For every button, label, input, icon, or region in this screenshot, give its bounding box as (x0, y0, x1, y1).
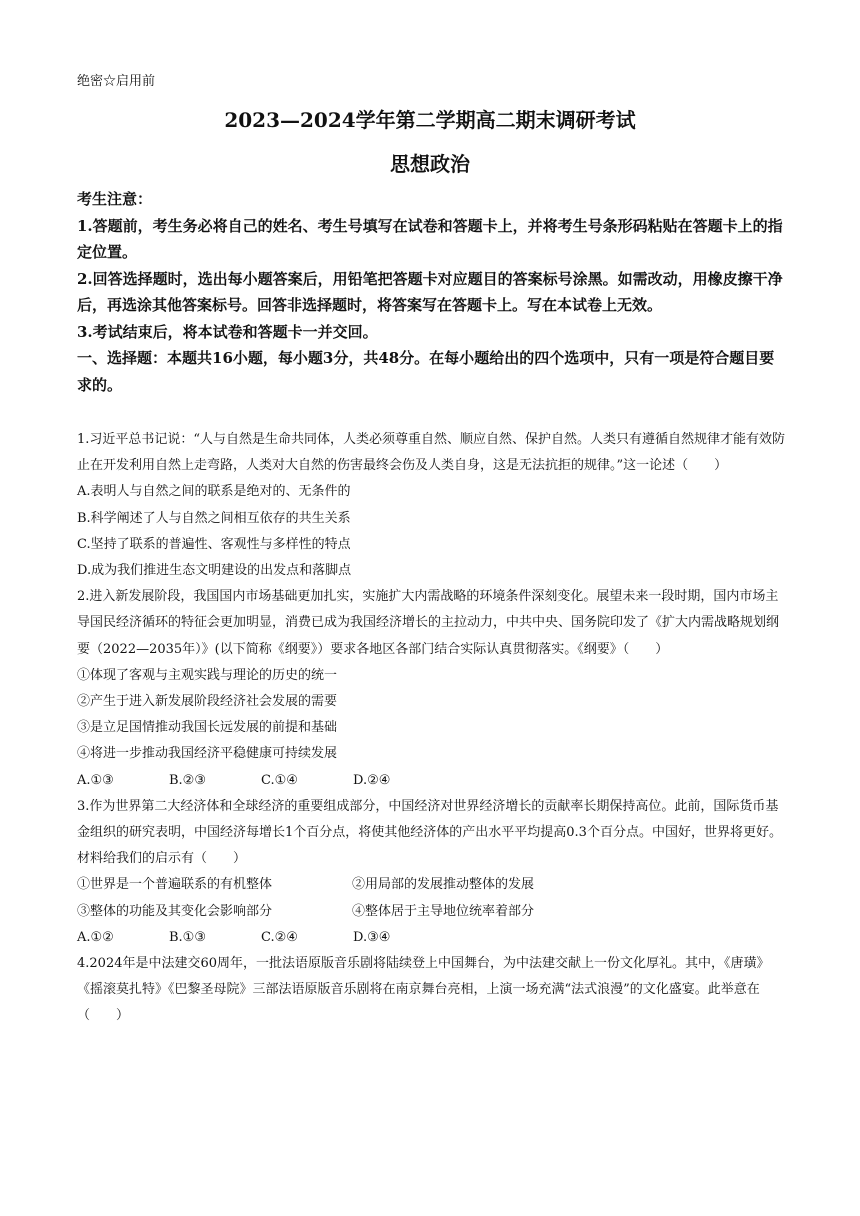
q3-statement-4: ④整体居于主导地位统率着部分 (352, 903, 535, 919)
q2-option-c: C.①④ (261, 772, 298, 788)
notice-heading: 考生注意： (77, 190, 153, 208)
q4-stem: 4.2024年是中法建交60周年，一批法语原版音乐剧将陆续登上中国舞台，为中法建交献上一份文化厚礼。其中，《唐璜》《摇滚莫扎特》《巴黎圣母院》三部法语原版音乐剧将在南京舞台亮相，上演一场充满“法式浪漫”的文化盛宴。此举意在（ ） (77, 956, 770, 1024)
q3-option-d: D.③④ (353, 929, 391, 945)
q1-option-c: C.坚持了联系的普遍性、客观性与多样性的特点 (77, 536, 351, 552)
q2-stem: 2.进入新发展阶段，我国国内市场基础更加扎实，实施扩大内需战略的环境条件深刻变化。展望未来一段时期，国内市场主导国民经济循环的特征会更加明显，消费已成为我国经济增长的主拉动力，中共中央、国务院印发了《扩大内需战略规划纲要（2022—2035年）》(以下简称《纲要》）要求各地区各部门结合实际认真贯彻落实。《纲要》（ ） (77, 589, 780, 657)
q2-statement-4: ④将进一步推动我国经济平稳健康可持续发展 (77, 746, 338, 762)
secret-label: 绝密☆启用前 (77, 74, 156, 89)
q1-option-d: D.成为我们推进生态文明建设的出发点和落脚点 (77, 563, 352, 579)
q2-option-d: D.②④ (353, 772, 391, 788)
q3-statement-3: ③整体的功能及其变化会影响部分 (77, 903, 273, 919)
exam-title: 2023—2024学年第二学期高二期末调研考试 (224, 108, 636, 132)
q3-option-b: B.①③ (169, 929, 206, 945)
q3-statements-row-2 (77, 899, 787, 925)
notice-item-1: 1.答题前，考生务必将自己的姓名、考生号填写在试卷和答题卡上，并将考生号条形码粘贴在答题卡上的指定位置。 (77, 216, 783, 261)
section-heading: 一、选择题：本题共16小题，每小题3分，共48分。在每小题给出的四个选项中，只有一项是符合题目要求的。 (77, 349, 775, 394)
q2-statement-3: ③是立足国情推动我国长远发展的前提和基础 (77, 720, 338, 736)
questions (77, 427, 787, 1030)
q3-stem: 3.作为世界第二大经济体和全球经济的重要组成部分，中国经济对世界经济增长的贡献率长期保持高位。此前，国际货币基金组织的研究表明，中国经济每增长1个百分点，将使其他经济体的产出水平平均提高0.3个百分点。中国好，世界将更好。材料给我们的启示有（ ） (77, 798, 782, 867)
q3-statement-2: ②用局部的发展推动整体的发展 (352, 877, 535, 893)
q2-statement-2: ②产生于进入新发展阶段经济社会发展的需要 (77, 694, 338, 710)
q3-option-c: C.②④ (261, 929, 298, 945)
q3-statement-1: ①世界是一个普遍联系的有机整体 (77, 877, 273, 893)
notice-item-2: 2.回答选择题时，选出每小题答案后，用铅笔把答题卡对应题目的答案标号涂黑。如需改动，用橡皮擦干净后，再选涂其他答案标号。回答非选择题时，将答案写在答题卡上。写在本试卷上无效。 (77, 269, 783, 314)
candidate-notice (77, 186, 787, 398)
q1-option-b: B.科学阐述了人与自然之间相互依存的共生关系 (77, 510, 351, 526)
q3-statements-row-1 (77, 872, 787, 898)
q2-options (77, 768, 787, 794)
q3-option-a: A.①② (77, 929, 114, 945)
q2-option-b: B.②③ (169, 772, 206, 788)
q1-option-a: A.表明人与自然之间的联系是绝对的、无条件的 (77, 484, 351, 500)
q2-statement-1: ①体现了客观与主观实践与理论的历史的统一 (77, 667, 338, 683)
q1-stem: 1.习近平总书记说：“人与自然是生命共同体，人类必须尊重自然、顺应自然、保护自然。人类只有遵循自然规律才能有效防止在开发利用自然上走弯路，人类对大自然的伤害最终会伤及人类自身，这是无法抗拒的规律。”这一论述（ ） (77, 432, 786, 474)
q3-options (77, 925, 787, 951)
subject-title: 思想政治 (390, 152, 470, 176)
q2-option-a: A.①③ (77, 772, 114, 788)
notice-item-3: 3.考试结束后，将本试卷和答题卡一并交回。 (77, 322, 378, 341)
